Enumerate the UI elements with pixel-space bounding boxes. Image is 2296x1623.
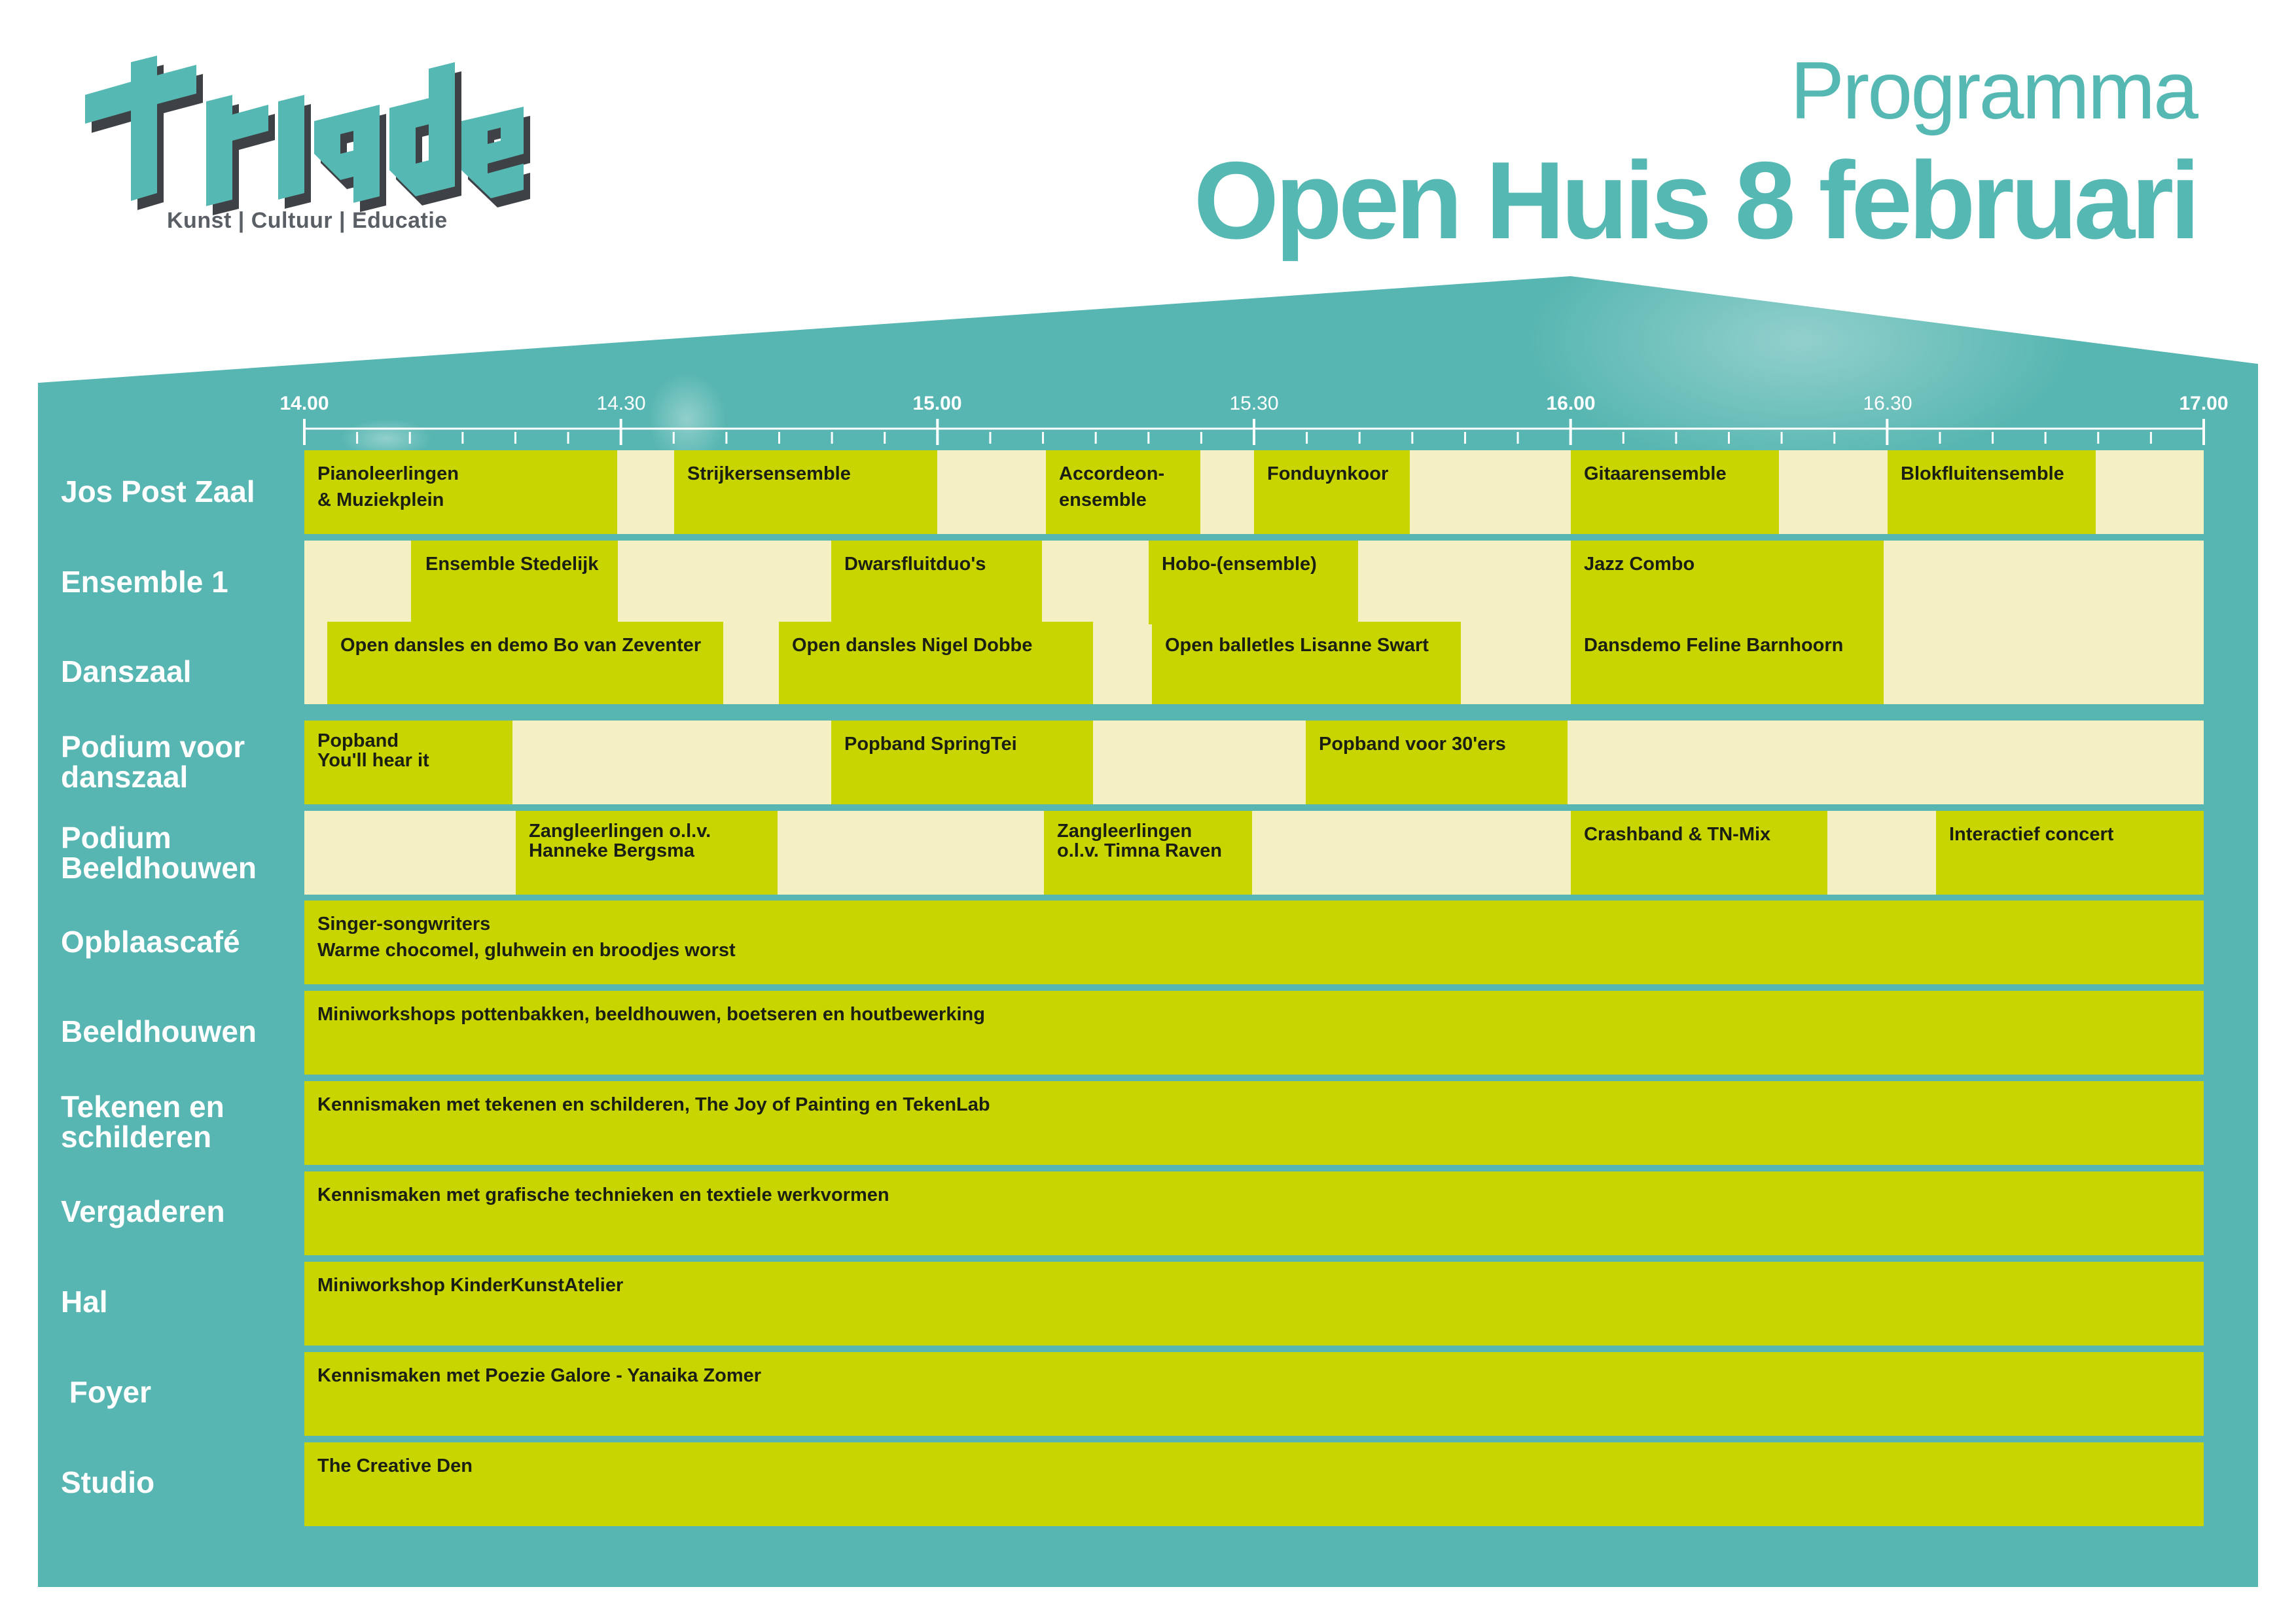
event-block: Zangleerlingen o.l.v. Hanneke Bergsma (516, 811, 778, 895)
event-block: Accordeon- ensemble (1046, 450, 1200, 534)
room-label-vergaderen: Vergaderen (61, 1194, 225, 1228)
room-label-tekenen-schilderen: Tekenen en schilderen (61, 1090, 224, 1154)
time-label: 15.30 (1229, 393, 1279, 414)
event-block: Ensemble Stedelijk (411, 541, 618, 624)
event-vergaderen: Kennismaken met grafische technieken en textiele werkvormen (304, 1171, 2204, 1255)
time-label: 14.00 (279, 393, 329, 414)
lane-podium-danszaal (304, 721, 2204, 804)
event-block: Jazz Combo (1571, 541, 1884, 624)
room-label-opblaascafe: Opblaascafé (61, 925, 240, 959)
room-label-studio: Studio (61, 1465, 155, 1499)
event-block: Open balletles Lisanne Swart (1152, 622, 1461, 704)
room-label-hal: Hal (61, 1285, 108, 1319)
event-block: Hobo-(ensemble) (1149, 541, 1358, 624)
event-hal: Miniworkshop KinderKunstAtelier (304, 1262, 2204, 1346)
room-label-foyer: Foyer (61, 1375, 152, 1409)
event-block: Pianoleerlingen & Muziekplein (304, 450, 617, 534)
program-subtitle: Programma (1790, 46, 2197, 136)
event-block: Dansdemo Feline Barnhoorn (1571, 622, 1884, 704)
event-opblaascafe: Singer-songwriters Warme chocomel, gluhwein en broodjes worst (304, 901, 2204, 984)
event-studio: The Creative Den (304, 1442, 2204, 1526)
event-tekenen-schilderen: Kennismaken met tekenen en schilderen, The Joy of Painting en TekenLab (304, 1081, 2204, 1165)
event-block: Open dansles Nigel Dobbe (779, 622, 1093, 704)
time-label: 14.30 (596, 393, 646, 414)
room-label-danszaal: Danszaal (61, 654, 192, 688)
event-block: Crashband & TN-Mix (1571, 811, 1827, 895)
time-label: 16.30 (1863, 393, 1912, 414)
triade-logo (72, 56, 530, 304)
room-label-podium-danszaal: Podium voor danszaal (61, 730, 245, 794)
event-block: Gitaarensemble (1571, 450, 1779, 534)
triade-wordmark-icon (72, 56, 530, 265)
time-label: 15.00 (912, 393, 962, 414)
event-block: Blokfluitensemble (1888, 450, 2096, 534)
event-block: Strijkersensemble (674, 450, 937, 534)
event-beeldhouwen: Miniworkshops pottenbakken, beeldhouwen, boetseren en houtbewerking (304, 991, 2204, 1075)
time-label: 17.00 (2179, 393, 2229, 414)
page-title: Open Huis 8 februari (1193, 139, 2197, 262)
event-block: Popband SpringTei (831, 721, 1093, 804)
time-label: 16.00 (1546, 393, 1596, 414)
event-block: Popband voor 30'ers (1306, 721, 1568, 804)
room-label-jos-post-zaal: Jos Post Zaal (61, 474, 255, 508)
event-block: Fonduynkoor (1254, 450, 1410, 534)
event-block: Open dansles en demo Bo van Zeventer (327, 622, 723, 704)
room-label-ensemble-1: Ensemble 1 (61, 565, 228, 599)
event-block: Dwarsfluitduo's (831, 541, 1042, 624)
event-block: Interactief concert (1936, 811, 2204, 895)
event-block: Popband You'll hear it (304, 721, 512, 804)
room-label-podium-beeldhouwen: Podium Beeldhouwen (61, 821, 257, 885)
event-foyer: Kennismaken met Poezie Galore - Yanaika Zomer (304, 1352, 2204, 1436)
event-block: Zangleerlingen o.l.v. Timna Raven (1044, 811, 1252, 895)
room-label-beeldhouwen: Beeldhouwen (61, 1014, 257, 1048)
logo-tagline: Kunst | Cultuur | Educatie (167, 208, 448, 233)
